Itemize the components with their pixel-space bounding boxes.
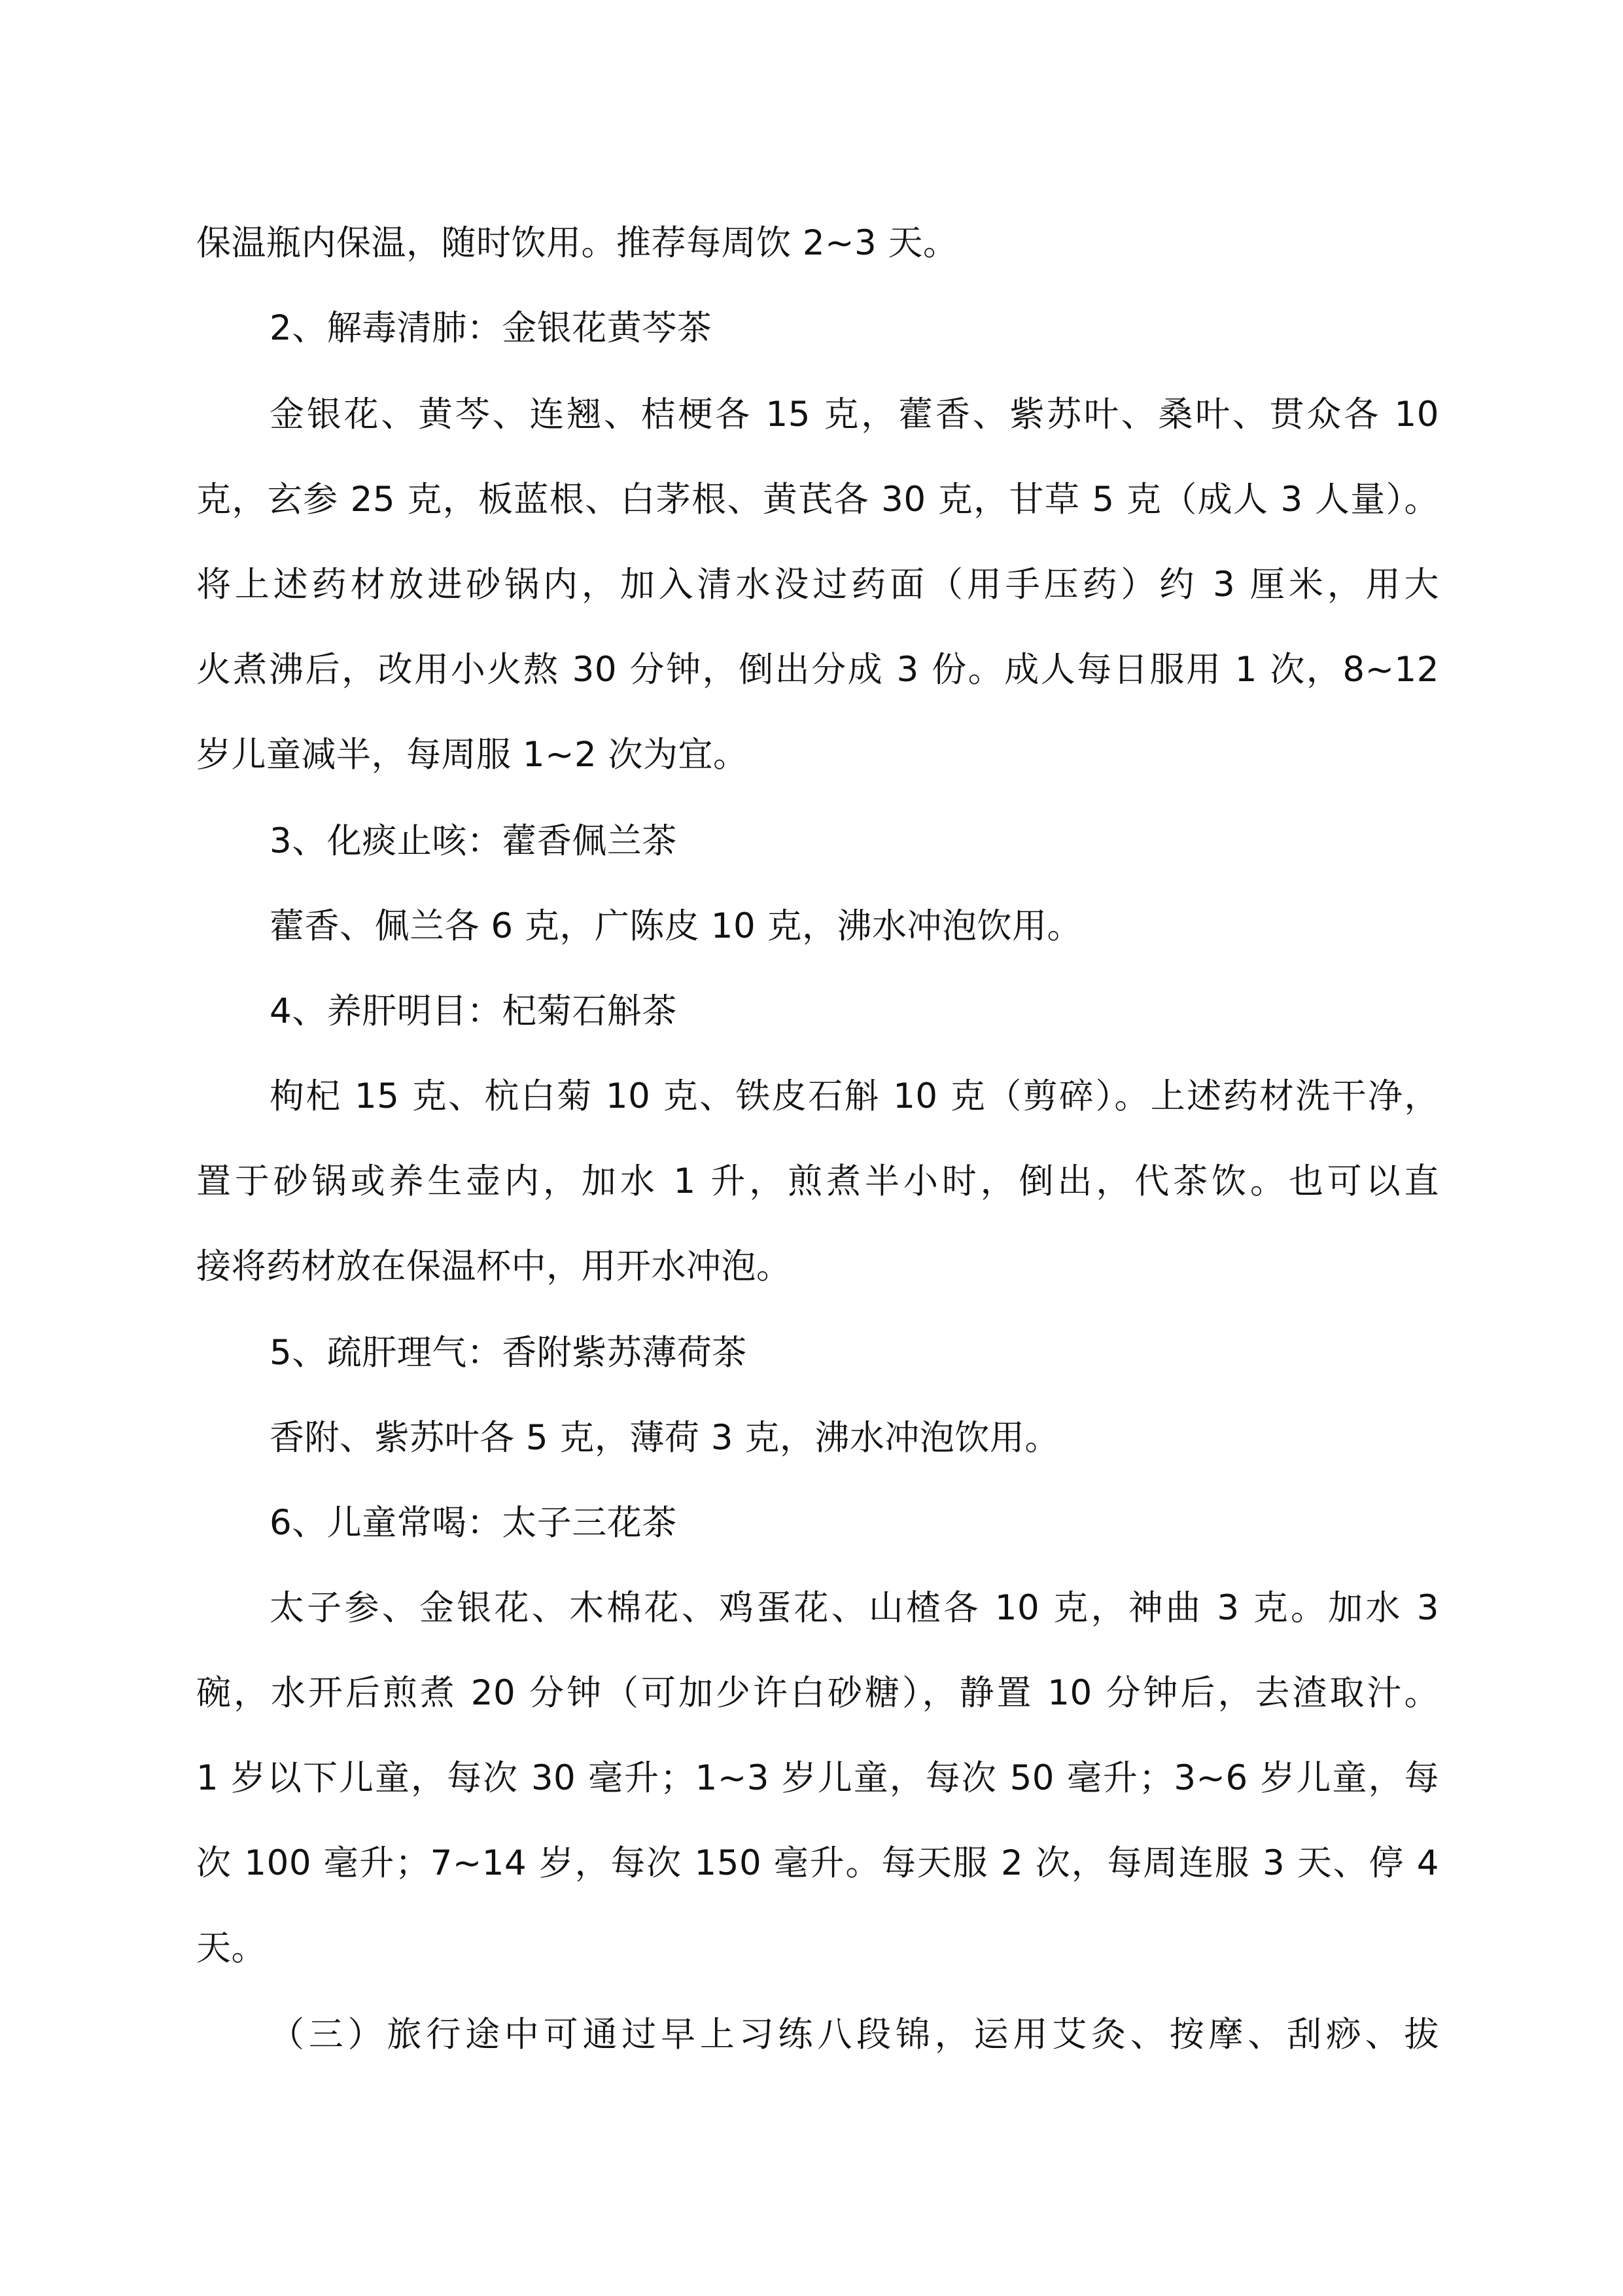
paragraph-line: 保温瓶内保温，随时饮用。推荐每周饮 2~3 天。 [196,223,958,263]
paragraph-line: 天。 [196,1928,266,1968]
paragraph-line: 克，玄参 25 克，板蓝根、白茅根、黄芪各 30 克，甘草 5 克（成人 3 人量）。 [196,480,1439,520]
section-heading: 3、化痰止咳：藿香佩兰茶 [270,821,677,861]
paragraph-line: 将上述药材放进砂锅内，加入清水没过药面（用手压药）约 3 厘米，用大 [196,565,1439,605]
section-heading: 4、养肝明目：杞菊石斛茶 [270,991,677,1031]
paragraph-line: 藿香、佩兰各 6 克，广陈皮 10 克，沸水冲泡饮用。 [270,906,1083,946]
section-heading: 5、疏肝理气：香附紫苏薄荷茶 [270,1333,747,1373]
paragraph-line: 岁儿童减半，每周服 1~2 次为宜。 [196,735,748,775]
paragraph-line: 香附、紫苏叶各 5 克，薄荷 3 克，沸水冲泡饮用。 [270,1418,1060,1458]
paragraph-line: 1 岁以下儿童，每次 30 毫升；1~3 岁儿童，每次 50 毫升；3~6 岁儿童，每 [196,1758,1439,1798]
paragraph-line: 接将药材放在保温杯中，用开水冲泡。 [196,1246,792,1286]
paragraph-line: 枸杞 15 克、杭白菊 10 克、铁皮石斛 10 克（剪碎）。上述药材洗干净， [270,1076,1439,1116]
paragraph-line: 次 100 毫升；7~14 岁，每次 150 毫升。每天服 2 次，每周连服 3 天、停 4 [196,1843,1439,1883]
paragraph-line: 置于砂锅或养生壶内，加水 1 升，煎煮半小时，倒出，代茶饮。也可以直 [196,1161,1439,1201]
section-heading: 2、解毒清肺：金银花黄芩茶 [270,308,712,348]
paragraph-line: 太子参、金银花、木棉花、鸡蛋花、山楂各 10 克，神曲 3 克。加水 3 [270,1588,1439,1628]
paragraph-line: 金银花、黄芩、连翘、桔梗各 15 克，藿香、紫苏叶、桑叶、贯众各 10 [270,395,1439,434]
section-heading: 6、儿童常喝：太子三花茶 [270,1503,677,1543]
paragraph-line: （三）旅行途中可通过早上习练八段锦，运用艾灸、按摩、刮痧、拔 [270,2015,1439,2055]
paragraph-line: 火煮沸后，改用小火熬 30 分钟，倒出分成 3 份。成人每日服用 1 次，8~12 [196,650,1439,690]
paragraph-line: 碗，水开后煎煮 20 分钟（可加少许白砂糖），静置 10 分钟后，去渣取汁。 [196,1673,1439,1713]
